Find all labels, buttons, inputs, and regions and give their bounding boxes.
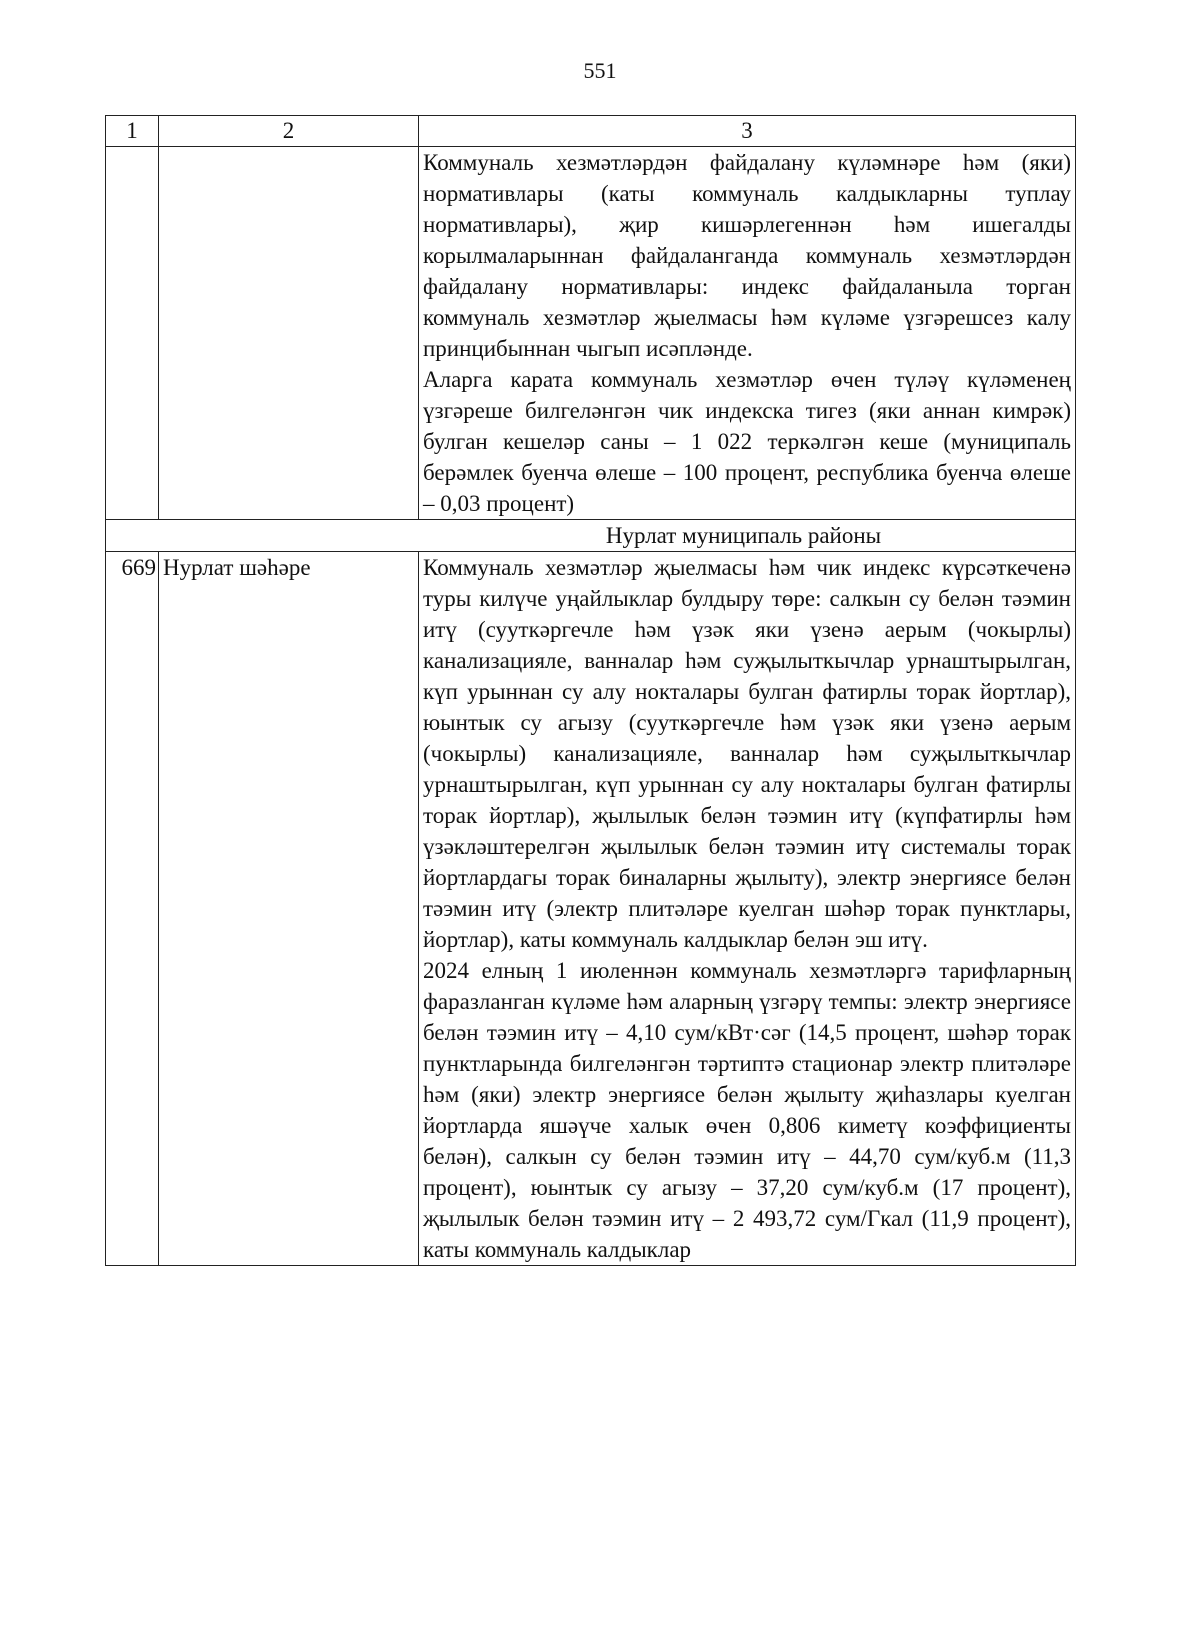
- description-cell: [419, 552, 1076, 1266]
- row-number-cell: [106, 147, 159, 520]
- settlement-name-cell: Нурлат шәһәре: [159, 552, 419, 1266]
- description-paragraph: Коммуналь хезмәтләр җыелмасы һәм чик индекс күрсәткеченә туры килүче уңайлыклар булдыру төре: салкын су белән тәэмин итү (сууткәргечле һәм үзәк яки үзенә аерым (чокырлы) канализацияле, ванналар һәм суҗылыткычлар урнаштырылган, күп урыннан су алу нокталары булган фатирлы торак йортлар), юынтык су агызу (сууткәргечле һәм үзәк яки үзенә аерым (чокырлы) канализацияле, ванналар һәм суҗылыткычлар урнаштырылган, күп урыннан су алу нокталары булган фатирлы торак йортлар), җылылык белән тәэмин итү (күпфатирлы һәм үзәкләштерелгән җылылык белән тәэмин итү системалы торак йортлардагы торак биналарны җылыту), электр энергиясе белән тәэмин итү (электр плитәләре куелган шәһәр торак пунктлары, йортлар), каты коммуналь калдыклар белән эш итү.: [423, 555, 1071, 952]
- region-title: Нурлат муниципаль районы: [106, 520, 1076, 552]
- settlement-name-cell: [159, 147, 419, 520]
- header-col-1: 1: [106, 116, 159, 147]
- table-row: [106, 552, 1076, 1266]
- description-paragraph: 2024 елның 1 июленнән коммуналь хезмәтләргә тарифларның фаразланган күләме һәм аларның үзгәрү темпы: электр энергиясе белән тәэмин итү – 4,10 сум/кВт·сәг (14,5 процент, шәһәр торак пунктларында билгеләнгән тәртиптә стационар электр плитәләре һәм (яки) электр энергиясе белән җылыту җиһазлары куелган йортларда яшәүче халык өчен 0,806 киметү коэффициенты белән), салкын су белән тәэмин итү – 44,70 сум/куб.м (11,3 процент), юынтык су агызу – 37,20 сум/куб.м (17 процент), җылылык белән тәэмин итү – 2 493,72 сум/Гкал (11,9 процент), каты коммуналь калдыклар: [423, 958, 1071, 1262]
- header-col-3: 3: [419, 116, 1076, 147]
- table-header-row: [106, 116, 1076, 147]
- description-cell: [419, 147, 1076, 520]
- description-paragraph: Аларга карата коммуналь хезмәтләр өчен түләү күләменең үзгәреше билгеләнгән чик индекска тигез (яки аннан кимрәк) булган кешеләр саны – 1 022 теркәлгән кеше (муниципаль берәмлек буенча өлеше – 100 процент, республика буенча өлеше – 0,03 процент): [423, 367, 1071, 516]
- header-col-2: 2: [159, 116, 419, 147]
- page-number: 551: [583, 58, 617, 83]
- document-table: [105, 115, 1076, 1266]
- row-number-cell: 669: [106, 552, 159, 1266]
- table-row: [106, 147, 1076, 520]
- description-paragraph: Коммуналь хезмәтләрдән файдалану күләмнәре һәм (яки) нормативлары (каты коммуналь калдыкларны туплау нормативлары), җир кишәрлегеннән һәм ишегалды корылмаларыннан файдаланганда коммуналь хезмәтләрдән файдалану нормативлары: индекс файдаланыла торган коммуналь хезмәтләр җыелмасы һәм күләме үзгәрешсез калу принцибыннан чыгып исәпләнде.: [423, 150, 1071, 361]
- region-row: [106, 520, 1076, 552]
